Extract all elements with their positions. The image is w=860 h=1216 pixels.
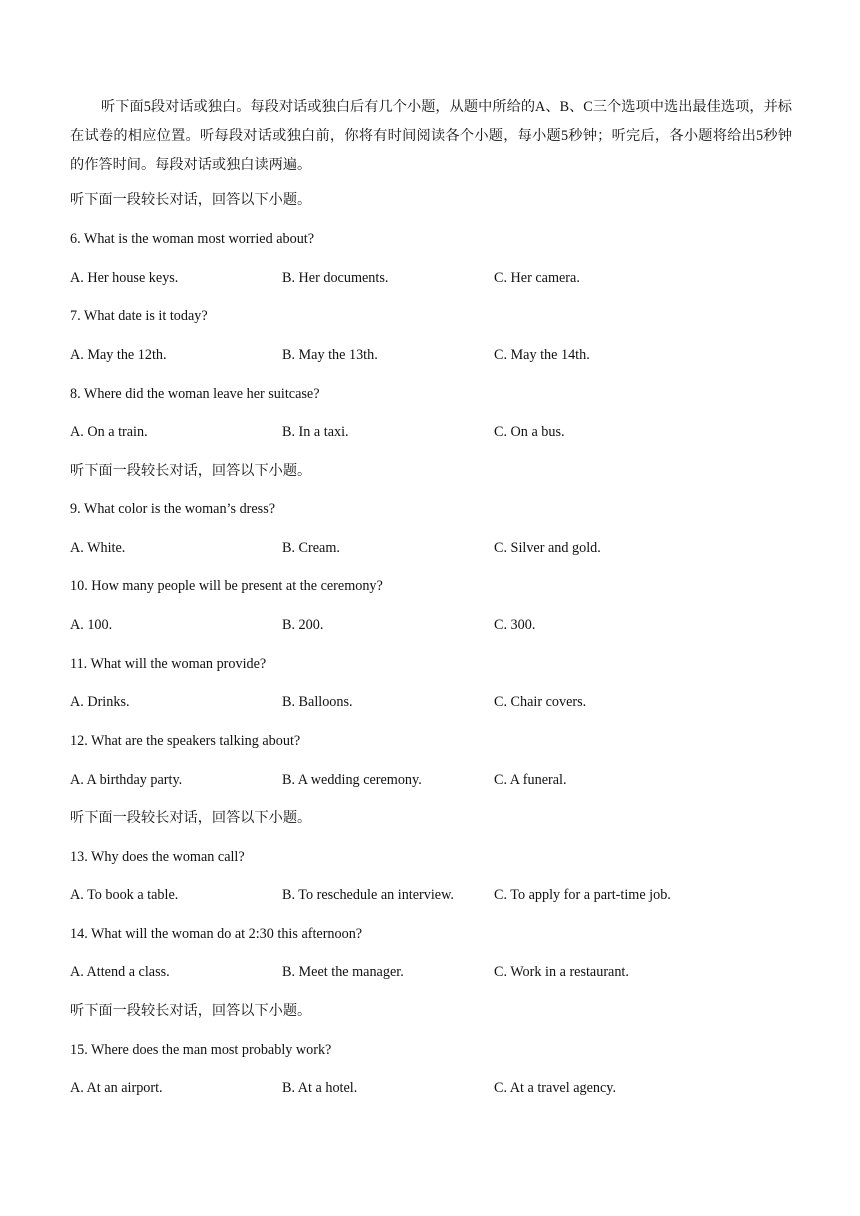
question-9: 9. What color is the woman’s dress?	[70, 501, 276, 517]
option-13c: C. To apply for a part-time job.	[494, 887, 671, 903]
option-8a: A. On a train.	[70, 424, 148, 440]
section-instructions: 听下面5段对话或独白。每段对话或独白后有几个小题，从题中所给的A、B、C三个选项中选出最佳选项，并标在试卷的相应位置。听每段对话或独白前，你将有时间阅读各个小题，每小题5秒钟；听完后，各小题将给出5秒钟的作答时间。每段对话或独白读两遍。	[70, 99, 792, 173]
option-6c: C. Her camera.	[494, 270, 580, 286]
option-14a: A. Attend a class.	[70, 964, 170, 980]
option-8b: B. In a taxi.	[282, 424, 349, 440]
question-6: 6. What is the woman most worried about?	[70, 231, 315, 247]
option-7b: B. May the 13th.	[282, 347, 378, 363]
option-15b: B. At a hotel.	[282, 1080, 358, 1096]
question-8: 8. Where did the woman leave her suitcase?	[70, 386, 320, 402]
question-10: 10. How many people will be present at the ceremony?	[70, 578, 383, 594]
option-12b: B. A wedding ceremony.	[282, 772, 422, 788]
question-13: 13. Why does the woman call?	[70, 849, 245, 865]
option-6b: B. Her documents.	[282, 270, 389, 286]
option-11c: C. Chair covers.	[494, 694, 587, 710]
question-7: 7. What date is it today?	[70, 308, 208, 324]
option-12c: C. A funeral.	[494, 772, 567, 788]
option-9c: C. Silver and gold.	[494, 540, 601, 556]
option-10c: C. 300.	[494, 617, 536, 633]
option-9a: A. White.	[70, 540, 126, 556]
option-15c: C. At a travel agency.	[494, 1080, 616, 1096]
option-7c: C. May the 14th.	[494, 347, 590, 363]
question-15: 15. Where does the man most probably work?	[70, 1042, 332, 1058]
option-13a: A. To book a table.	[70, 887, 179, 903]
dialogue-instruction: 听下面一段较长对话，回答以下小题。	[70, 810, 312, 826]
option-8c: C. On a bus.	[494, 424, 565, 440]
option-15a: A. At an airport.	[70, 1080, 163, 1096]
option-11a: A. Drinks.	[70, 694, 130, 710]
option-14b: B. Meet the manager.	[282, 964, 404, 980]
question-14: 14. What will the woman do at 2:30 this afternoon?	[70, 926, 363, 942]
dialogue-instruction: 听下面一段较长对话，回答以下小题。	[70, 192, 312, 208]
question-11: 11. What will the woman provide?	[70, 656, 267, 672]
option-7a: A. May the 12th.	[70, 347, 167, 363]
question-12: 12. What are the speakers talking about?	[70, 733, 301, 749]
option-10a: A. 100.	[70, 617, 113, 633]
option-13b: B. To reschedule an interview.	[282, 887, 454, 903]
option-9b: B. Cream.	[282, 540, 340, 556]
option-14c: C. Work in a restaurant.	[494, 964, 629, 980]
dialogue-instruction: 听下面一段较长对话，回答以下小题。	[70, 1003, 312, 1019]
option-11b: B. Balloons.	[282, 694, 353, 710]
dialogue-instruction: 听下面一段较长对话，回答以下小题。	[70, 463, 312, 479]
option-6a: A. Her house keys.	[70, 270, 179, 286]
option-10b: B. 200.	[282, 617, 324, 633]
option-12a: A. A birthday party.	[70, 772, 183, 788]
